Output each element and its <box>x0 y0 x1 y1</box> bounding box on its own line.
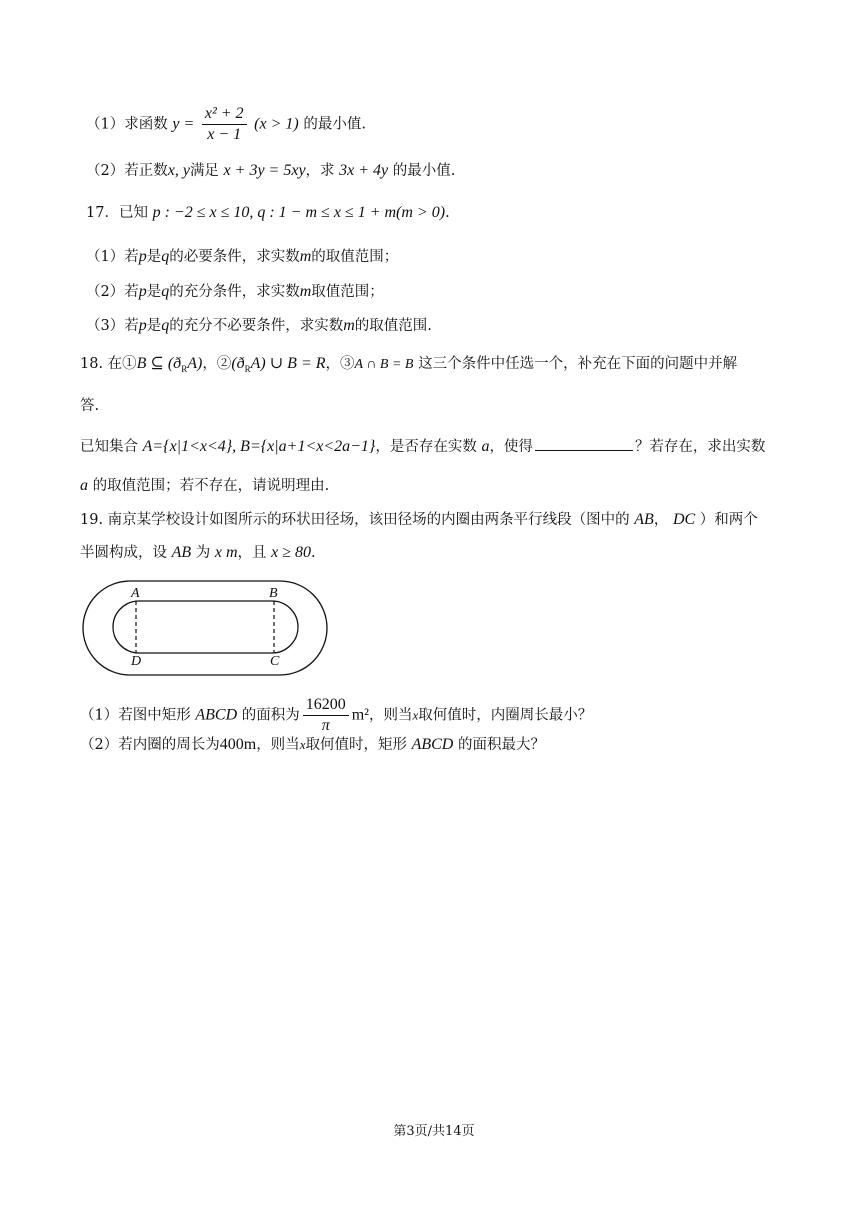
q17-p2-p: p <box>138 283 147 300</box>
q16-p1-condition: (x > 1) <box>254 115 299 133</box>
q19-p1-numerator: 16200 <box>303 695 349 716</box>
q18-condition2-end: A) ∪ B = R <box>250 355 326 372</box>
q18-condition3: A ∩ B = B <box>354 357 414 372</box>
q19-p2-b: ，则当 <box>256 737 300 753</box>
point-a-label: A <box>131 586 140 601</box>
q18-line2 <box>80 396 99 416</box>
q17-p3-d: 的取值范围. <box>354 318 432 334</box>
q18-intro: 18. 在① <box>80 356 137 372</box>
q18-line1-tail: 这三个条件中任选一个，补充在下面的问题中并解 <box>418 356 738 372</box>
q17-p1-b: 是 <box>146 249 162 265</box>
q18-line4 <box>80 476 329 496</box>
q19-line2-a: 半圆构成，设 <box>80 545 167 561</box>
q18-question: ，是否存在实数 <box>375 439 477 455</box>
q17-end: . <box>445 205 450 221</box>
q19-p1-b: 的面积为 <box>241 707 300 724</box>
q17-p3-b: 是 <box>146 318 162 334</box>
q19-p1-a: （1）若图中矩形 <box>80 707 191 724</box>
q19-line2-d: . <box>311 545 316 561</box>
q18-line3 <box>80 436 765 457</box>
inner-track <box>113 601 298 653</box>
q19-line2-c: ，且 <box>237 545 267 561</box>
q19-segment-ab2: AB <box>171 544 192 561</box>
q16-p2-equation: x + 3y = 5xy <box>223 162 306 179</box>
q18-line1 <box>80 354 737 379</box>
q17-p3-q: q <box>161 317 170 334</box>
q17-p2-b: 是 <box>146 284 162 300</box>
q17-part3 <box>86 316 432 336</box>
q19-p1-x: x <box>412 707 419 723</box>
q18-sep2: ，③ <box>325 356 355 372</box>
q17-p3-p: p <box>138 317 147 334</box>
q19-line2 <box>80 543 316 563</box>
q19-line1 <box>80 510 758 530</box>
q17-p2-a: （2）若 <box>86 284 139 300</box>
q18-var-a2: a <box>80 477 88 494</box>
q19-p1-denominator: π <box>321 717 330 734</box>
q17-p3-m: m <box>343 317 355 334</box>
q17-p2-c: 的充分条件，求实数 <box>169 284 300 300</box>
q16-part1 <box>86 104 366 145</box>
q16-p1-tail: 的最小值. <box>303 116 366 133</box>
q19-p1-d: 取何值时，内圈周长最小？ <box>418 707 593 724</box>
q16-p1-func: y = <box>172 115 195 133</box>
q19-x-m: x m <box>214 544 238 561</box>
q18-condition2: (ð <box>231 355 245 372</box>
q17-head: 17．已知 <box>86 205 148 221</box>
q19-segment-ab: AB <box>634 511 654 528</box>
q17-stem <box>86 203 450 223</box>
q17-p1-a: （1）若 <box>86 249 139 265</box>
q19-part2 <box>80 735 545 755</box>
q18-such-that: ，使得 <box>489 439 533 455</box>
q19-p1-unit: m² <box>351 706 369 724</box>
point-d-label: D <box>131 654 142 669</box>
q19-intro: 19. 南京某学校设计如图所示的环状田径场，该田径场的内圈由两条平行线段（图中的 <box>80 512 630 528</box>
q19-p2-c: 取何值时，矩形 <box>305 737 407 753</box>
q19-segment-dc: DC <box>672 511 696 528</box>
q19-p1-rect: ABCD <box>195 706 238 724</box>
q18-known-set: 已知集合 <box>80 439 138 455</box>
q17-p2-q: q <box>161 283 170 300</box>
q18-sep1: ，② <box>202 356 232 372</box>
q19-p2-length: 400m <box>219 736 257 753</box>
answer-blank <box>535 436 633 451</box>
q17-part2 <box>86 282 384 302</box>
page-footer: 第3页/共14页 <box>393 1124 475 1139</box>
q19-comma: ， <box>653 512 669 528</box>
q18-set-definition: A={x|1<x<4}, B={x|a+1<x<2a−1} <box>142 438 376 455</box>
q18-condition1-sub: R <box>181 363 188 374</box>
q16-p1-label: （1）求函数 <box>86 116 168 133</box>
q18-condition1-end: A) <box>187 355 203 372</box>
point-b-label: B <box>269 586 278 601</box>
q18-condition1: B ⊆ (ð <box>136 355 182 372</box>
q18-line2-text: 答. <box>80 398 100 414</box>
q19-part1 <box>80 695 592 736</box>
q16-p1-fraction <box>202 104 247 145</box>
q17-p1-d: 的取值范围； <box>311 249 399 265</box>
q17-part1 <box>86 247 398 267</box>
q17-p2-d: 取值范围； <box>311 284 384 300</box>
q16-p2-tail: 的最小值. <box>392 163 456 179</box>
q19-p2-d: 的面积最大？ <box>457 737 545 753</box>
q16-p1-numerator: x² + 2 <box>202 104 247 125</box>
q17-p3-c: 的充分不必要条件，求实数 <box>169 318 344 334</box>
q17-p3-a: （3）若 <box>86 318 139 334</box>
q17-p1-p: p <box>138 248 147 265</box>
q19-p1-fraction <box>303 695 349 736</box>
q16-part2 <box>86 161 455 181</box>
q19-line2-b: 为 <box>195 545 211 561</box>
q19-x-condition: x ≥ 80 <box>271 544 312 561</box>
q18-if-exists: ？若存在，求出实数 <box>634 439 766 455</box>
q18-condition2-sub: R <box>244 363 251 374</box>
q17-p2-m: m <box>299 283 312 300</box>
q19-p2-rect: ABCD <box>411 736 454 753</box>
q18-line4-text: 的取值范围；若不存在，请说明理由. <box>92 478 330 494</box>
q19-p2-x: x <box>299 737 306 752</box>
q17-condition: p : −2 ≤ x ≤ 10, q : 1 − m ≤ x ≤ 1 + m(m > 0) <box>152 204 446 221</box>
q16-p2-expression: 3x + 4y <box>339 162 389 179</box>
q16-p2-vars: x, y <box>167 162 190 179</box>
q17-p1-m: m <box>299 248 312 265</box>
q18-var-a: a <box>481 438 490 455</box>
outer-track <box>83 581 327 675</box>
q19-p1-c: ，则当 <box>368 707 413 724</box>
q19-p2-a: （2）若内圈的周长为 <box>80 737 220 753</box>
q16-p1-denominator: x − 1 <box>207 126 242 143</box>
q16-p2-mid2: ，求 <box>305 163 335 179</box>
q16-p2-mid: 满足 <box>189 163 219 179</box>
q17-p1-c: 的必要条件，求实数 <box>169 249 300 265</box>
point-c-label: C <box>270 654 280 669</box>
track-diagram <box>80 578 330 678</box>
q19-line1-tail: ）和两个 <box>699 512 758 528</box>
q16-p2-label: （2）若正数 <box>86 163 168 179</box>
q17-p1-q: q <box>161 248 170 265</box>
